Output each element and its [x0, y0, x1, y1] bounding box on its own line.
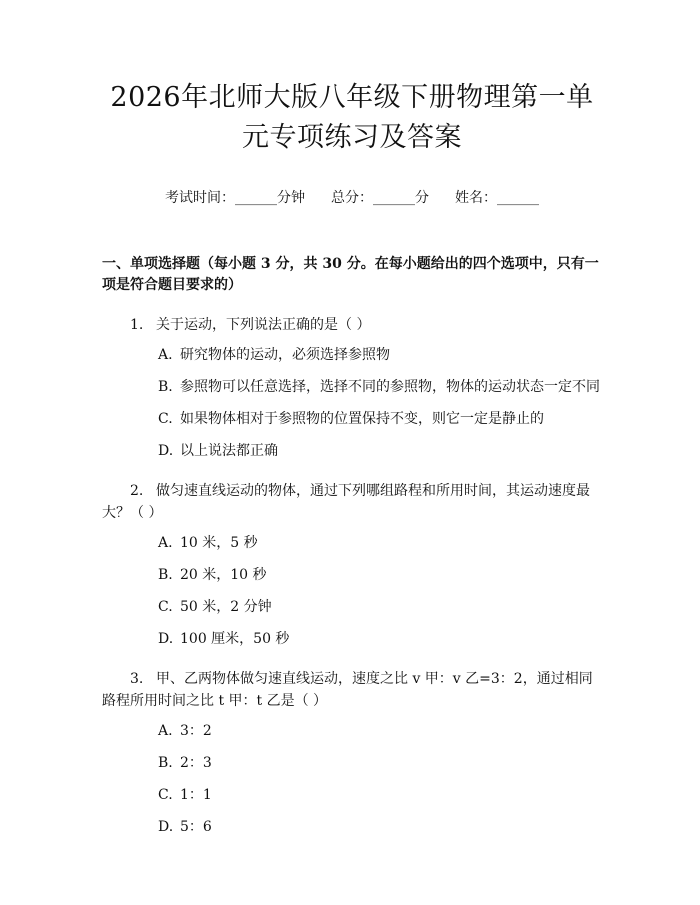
option-b: [158, 564, 602, 586]
section-heading: 一、单项选择题（每小题 3 分，共 30 分。在每小题给出的四个选项中，只有一项是符合题目要求的）: [102, 256, 599, 293]
option-letter: C.: [158, 599, 173, 615]
option-list: [102, 344, 602, 462]
question-text: 做匀速直线运动的物体，通过下列哪组路程和所用时间，其运动速度最大？（ ）: [102, 483, 590, 521]
option-letter: B.: [158, 379, 173, 395]
option-list: [102, 720, 602, 838]
page-title: 2026年北师大版八年级下册物理第一单元专项练习及答案: [110, 82, 594, 153]
option-letter: D.: [158, 443, 174, 459]
question-text: 关于运动，下列说法正确的是（ ）: [156, 317, 371, 333]
option-text: 10 米，5 秒: [180, 535, 258, 551]
question-2: [102, 480, 602, 650]
option-letter: A.: [158, 723, 173, 739]
question-stem: [102, 480, 602, 524]
option-letter: B.: [158, 567, 173, 583]
option-d: [158, 440, 602, 462]
option-c: [158, 784, 602, 806]
question-number: 1.: [130, 317, 144, 333]
total-score-field: 总分：______分: [331, 190, 429, 206]
option-b: [158, 376, 602, 398]
option-text: 100 厘米，50 秒: [180, 631, 290, 647]
option-letter: B.: [158, 755, 173, 771]
student-name-field: 姓名：______: [455, 190, 539, 206]
option-letter: C.: [158, 411, 173, 427]
question-stem: [102, 668, 602, 712]
question-text: 甲、乙两物体做匀速直线运动，速度之比 v 甲：v 乙=3：2，通过相同路程所用时间之比 t 甲：t 乙是（ ）: [102, 671, 593, 709]
exam-meta: [102, 188, 602, 208]
option-letter: D.: [158, 631, 174, 647]
option-text: 以上说法都正确: [180, 443, 278, 459]
option-letter: C.: [158, 787, 173, 803]
option-text: 5：6: [180, 819, 212, 835]
option-text: 20 米，10 秒: [180, 567, 267, 583]
option-d: [158, 628, 602, 650]
option-a: [158, 720, 602, 742]
option-a: [158, 532, 602, 554]
exam-time-field: 考试时间：______分钟: [165, 190, 305, 206]
option-text: 研究物体的运动，必须选择参照物: [180, 347, 390, 363]
option-letter: D.: [158, 819, 174, 835]
option-c: [158, 408, 602, 430]
option-list: [102, 532, 602, 650]
option-text: 50 米，2 分钟: [180, 599, 272, 615]
question-number: 3.: [130, 671, 144, 687]
question-3: [102, 668, 602, 838]
option-text: 3：2: [180, 723, 212, 739]
option-c: [158, 596, 602, 618]
option-d: [158, 816, 602, 838]
option-letter: A.: [158, 535, 173, 551]
question-stem: [102, 314, 602, 336]
option-text: 参照物可以任意选择，选择不同的参照物，物体的运动状态一定不同: [180, 379, 600, 395]
option-b: [158, 752, 602, 774]
option-text: 如果物体相对于参照物的位置保持不变，则它一定是静止的: [180, 411, 544, 427]
option-a: [158, 344, 602, 366]
question-number: 2.: [130, 483, 144, 499]
option-letter: A.: [158, 347, 173, 363]
question-1: [102, 314, 602, 462]
option-text: 1：1: [180, 787, 212, 803]
option-text: 2：3: [180, 755, 212, 771]
